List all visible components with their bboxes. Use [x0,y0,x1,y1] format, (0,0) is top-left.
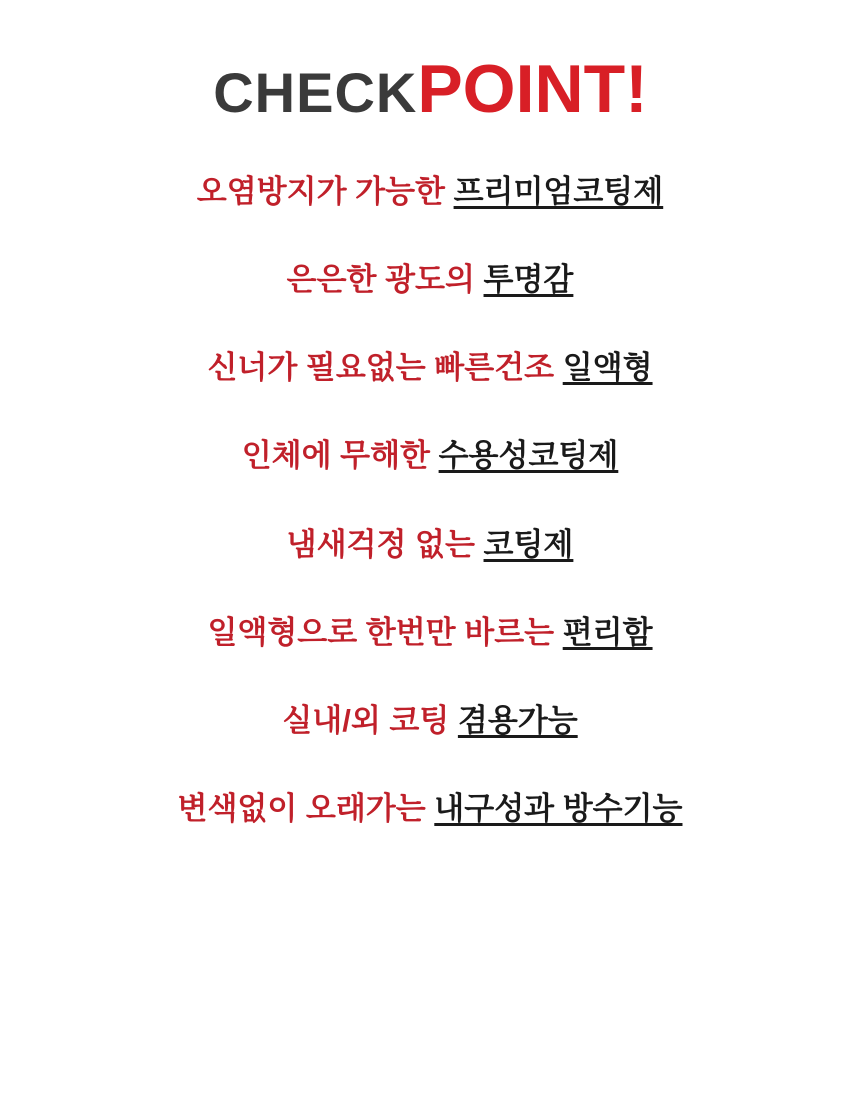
headline-exclamation-mark: ! [625,51,647,127]
point-emphasis-text: 투명감 [483,261,574,297]
list-item [197,173,663,210]
point-plain-text: 실내/외 코팅 [282,702,458,738]
point-plain-text: 오염방지가 가능한 [196,173,454,209]
point-emphasis-text: 수용성코팅제 [438,438,619,474]
point-emphasis-text: 겸용가능 [457,702,578,738]
point-plain-text: 냄새걱정 없는 [286,526,484,562]
headline-check-text: CHECK [213,61,418,124]
point-plain-text: 변색없이 오래가는 [177,791,435,827]
point-plain-text: 신너가 필요없는 빠른건조 [207,350,563,386]
list-item [178,790,683,827]
list-item [242,437,619,474]
check-point-list [0,173,860,828]
point-emphasis-text: 편리함 [562,614,653,650]
headline-point-text: POINT [417,51,626,127]
point-plain-text: 인체에 무해한 [241,438,439,474]
page-title [213,52,647,127]
list-item [287,526,574,563]
point-plain-text: 일액형으로 한번만 바르는 [207,614,563,650]
list-item [207,614,652,651]
list-item [287,261,574,298]
point-emphasis-text: 코팅제 [483,526,574,562]
list-item [207,349,652,386]
point-emphasis-text: 일액형 [562,350,653,386]
point-emphasis-text: 내구성과 방수기능 [434,791,683,827]
point-emphasis-text: 프리미엄코팅제 [453,173,664,209]
point-plain-text: 은은한 광도의 [286,261,484,297]
list-item [282,702,577,739]
